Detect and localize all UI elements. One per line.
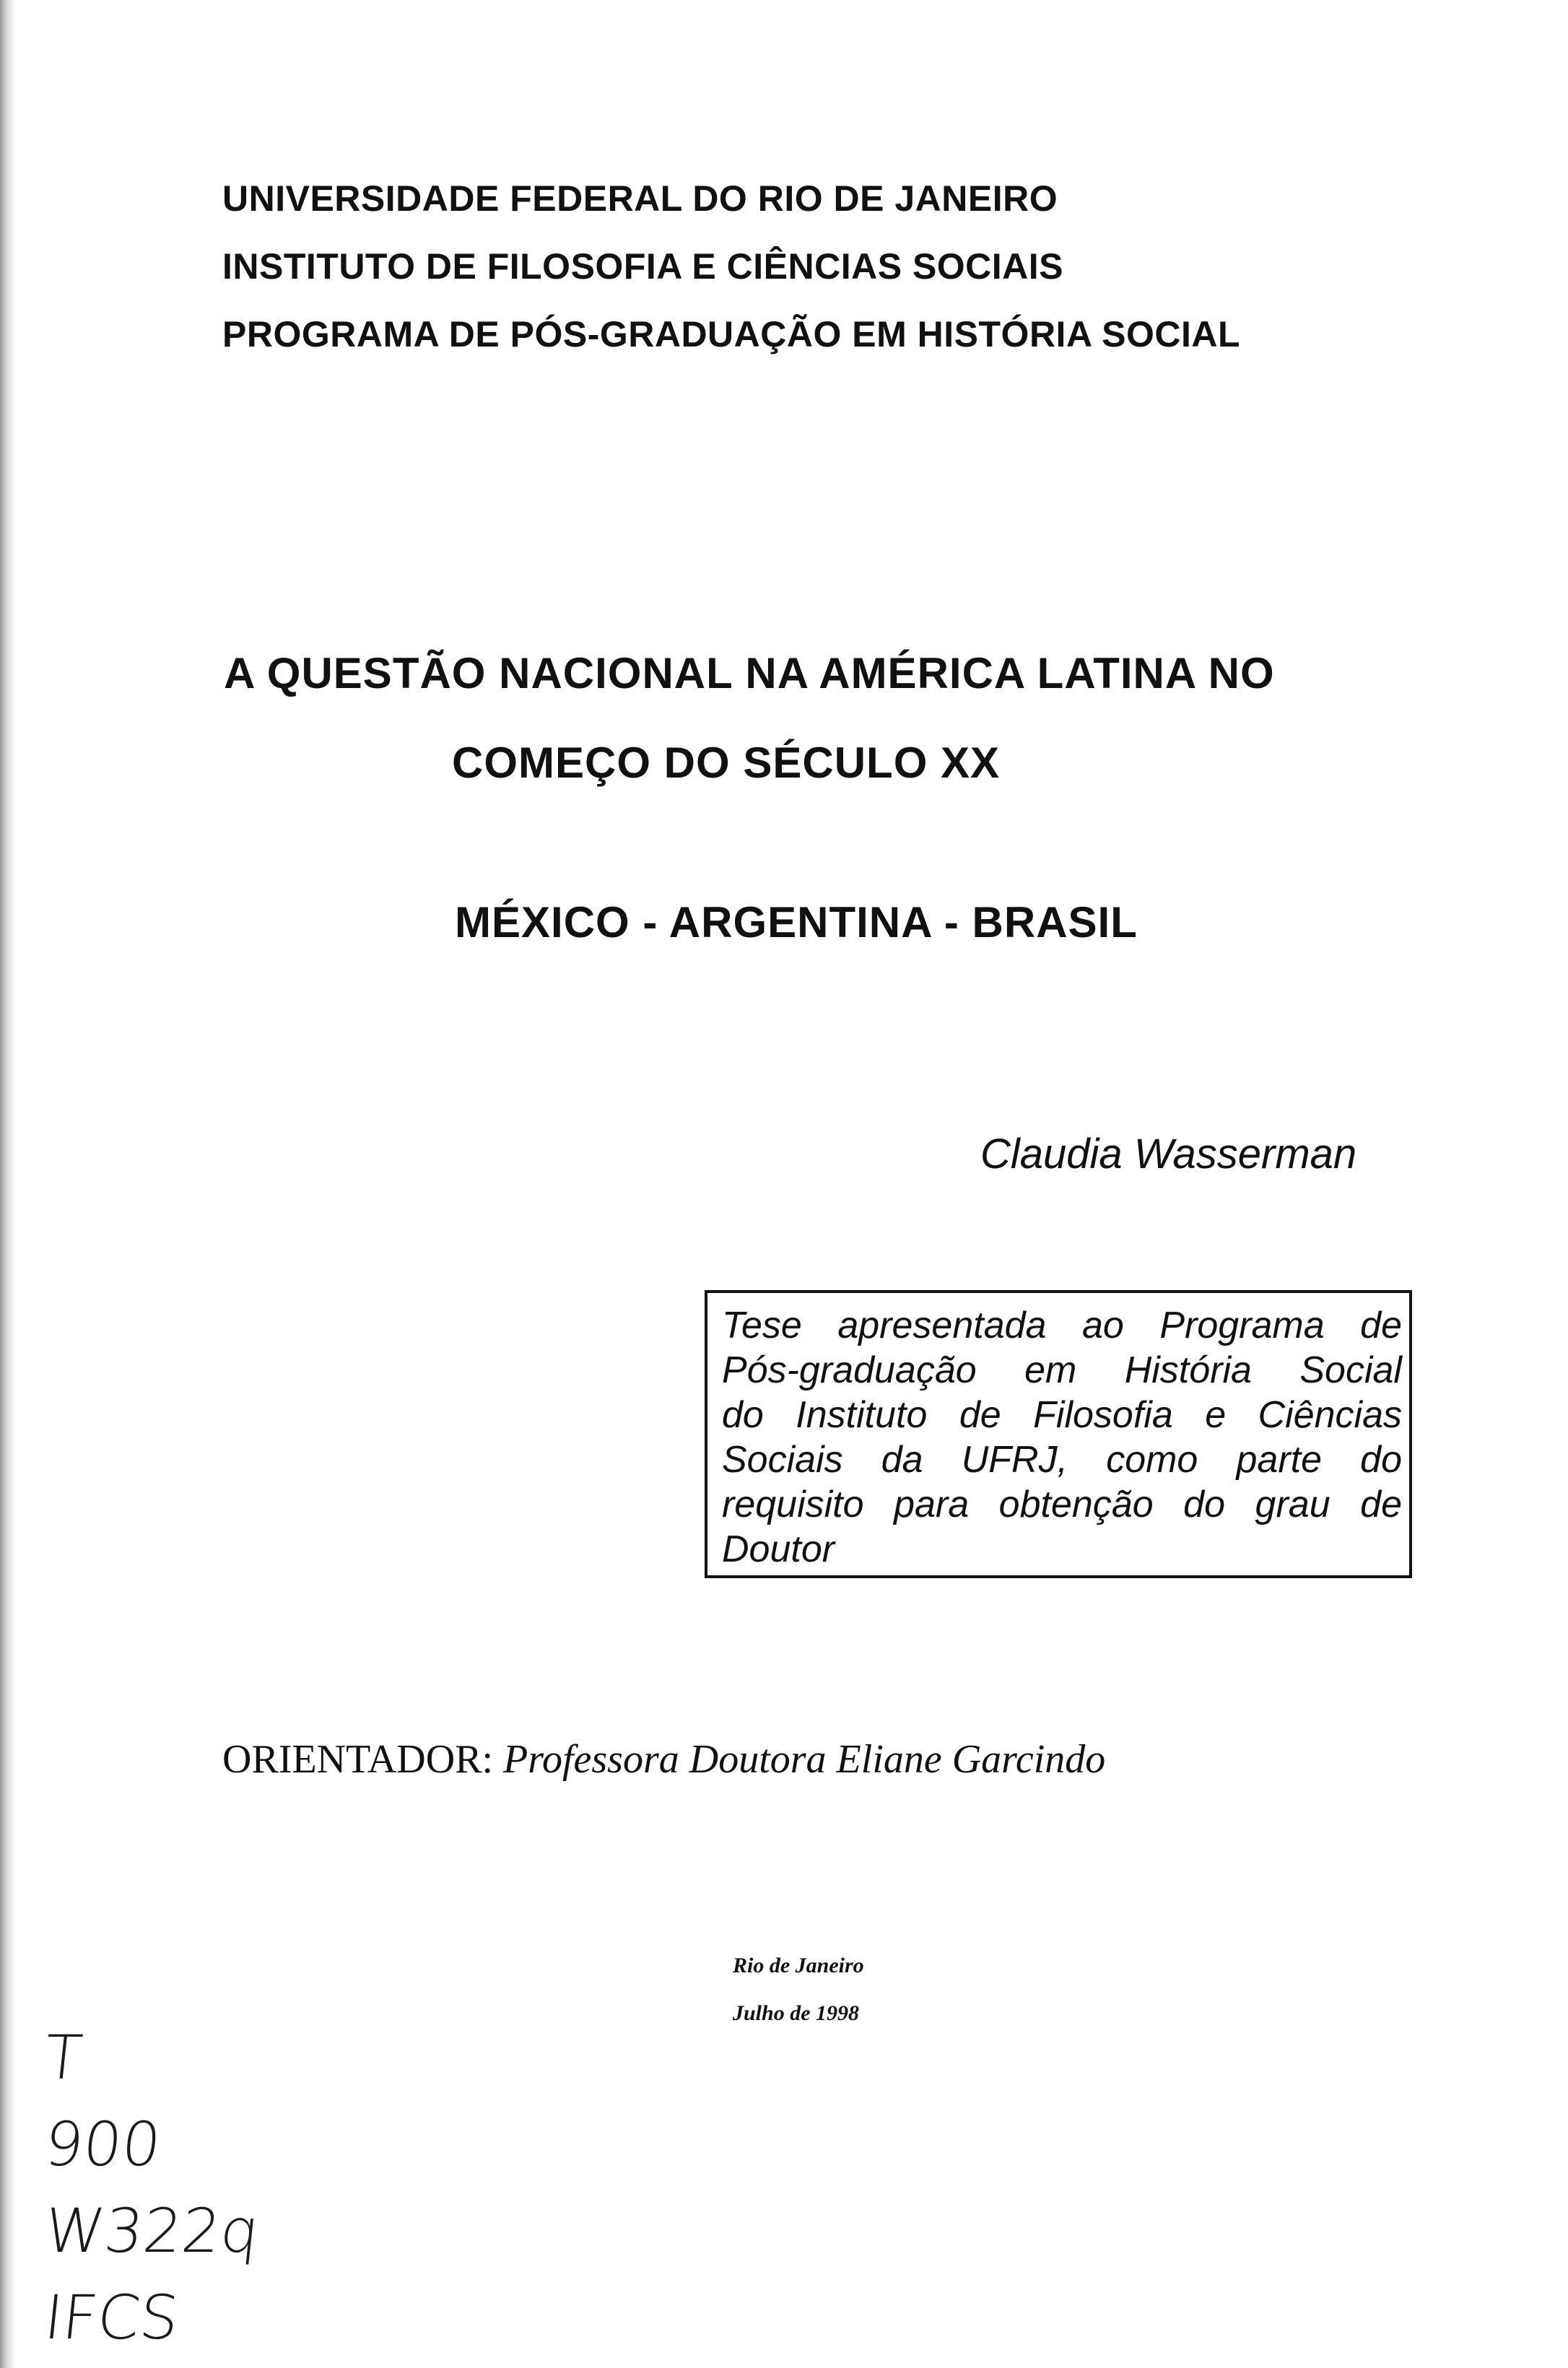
call-number-line: IFCS — [40, 2282, 183, 2353]
thesis-subtitle: MÉXICO - ARGENTINA - BRASIL — [455, 898, 1138, 946]
place-and-date — [733, 1942, 864, 2037]
advisor-line — [222, 1736, 1105, 1782]
call-number-line: W322q — [40, 2195, 263, 2266]
thesis-note-line: Pós-graduação em História Social — [722, 1349, 1402, 1391]
scan-edge-shadow — [0, 0, 16, 2368]
thesis-note-line: requisito para obtenção do grau de — [722, 1484, 1402, 1525]
thesis-title-line-1: A QUESTÃO NACIONAL NA AMÉRICA LATINA NO — [224, 649, 1275, 697]
call-number-line: 900 — [40, 2109, 165, 2180]
thesis-title-line-2: COMEÇO DO SÉCULO XX — [452, 739, 1001, 787]
institution-header — [222, 165, 1240, 368]
thesis-note-line: Doutor — [722, 1528, 835, 1570]
thesis-note-line: do Instituto de Filosofia e Ciências — [722, 1394, 1402, 1436]
advisor-name: Professora Doutora Eliane Garcindo — [503, 1737, 1106, 1782]
university-name: UNIVERSIDADE FEDERAL DO RIO DE JANEIRO — [222, 178, 1058, 219]
call-number-line: T — [40, 2022, 86, 2093]
city: Rio de Janeiro — [733, 1954, 864, 1977]
institute-name: INSTITUTO DE FILOSOFIA E CIÊNCIAS SOCIAIS — [222, 246, 1064, 287]
thesis-note-box — [705, 1290, 1412, 1578]
date: Julho de 1998 — [733, 2001, 860, 2025]
program-name: PROGRAMA DE PÓS-GRADUAÇÃO EM HISTÓRIA SOCIAL — [222, 314, 1240, 354]
handwritten-call-number — [40, 2014, 263, 2361]
thesis-note-line: Sociais da UFRJ, como parte do — [722, 1439, 1402, 1481]
advisor-label: ORIENTADOR: — [222, 1737, 494, 1782]
author-name: Claudia Wasserman — [980, 1131, 1357, 1178]
thesis-note-line: Tese apresentada ao Programa de — [722, 1305, 1402, 1346]
